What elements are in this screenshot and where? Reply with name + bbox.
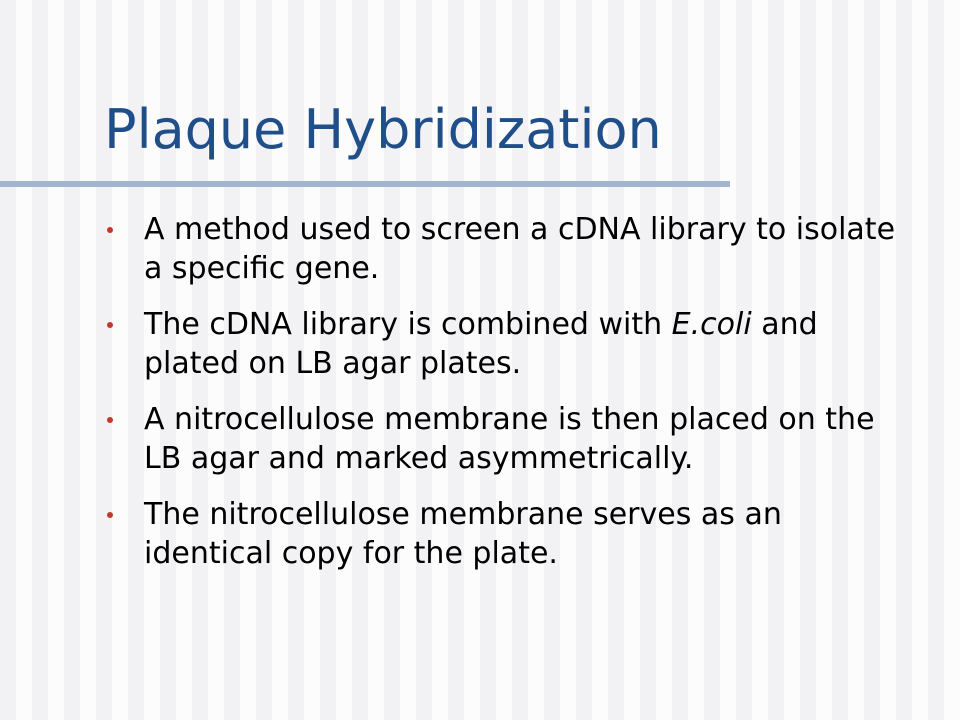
- bullet-item: [104, 400, 904, 478]
- bullet-text: [144, 307, 818, 381]
- bullet-text-segment: The nitrocellulose membrane serves as an identical copy for the plate.: [144, 497, 782, 571]
- bullet-list: [104, 210, 904, 590]
- bullet-text-segment: The cDNA library is combined with: [144, 307, 672, 342]
- bullet-item: [104, 305, 904, 383]
- bullet-text-segment: A method used to screen a cDNA library to isolate a specific gene.: [144, 212, 896, 286]
- bullet-item: [104, 495, 904, 573]
- slide-title: Plaque Hybridization: [104, 98, 662, 161]
- bullet-dot-icon: [107, 227, 113, 233]
- bullet-text-segment: A nitrocellulose membrane is then placed on the LB agar and marked asymmetrically.: [144, 402, 875, 476]
- bullet-dot-icon: [107, 417, 113, 423]
- bullet-dot-icon: [107, 322, 113, 328]
- bullet-text: [144, 497, 782, 571]
- title-underline-rule: [0, 181, 730, 187]
- bullet-text-italic-segment: E.coli: [671, 307, 752, 342]
- bullet-item: [104, 210, 904, 288]
- bullet-text: [144, 402, 875, 476]
- bullet-text: [144, 212, 895, 286]
- bullet-text-segment: and plated on LB agar plates.: [144, 307, 818, 381]
- bullet-dot-icon: [107, 512, 113, 518]
